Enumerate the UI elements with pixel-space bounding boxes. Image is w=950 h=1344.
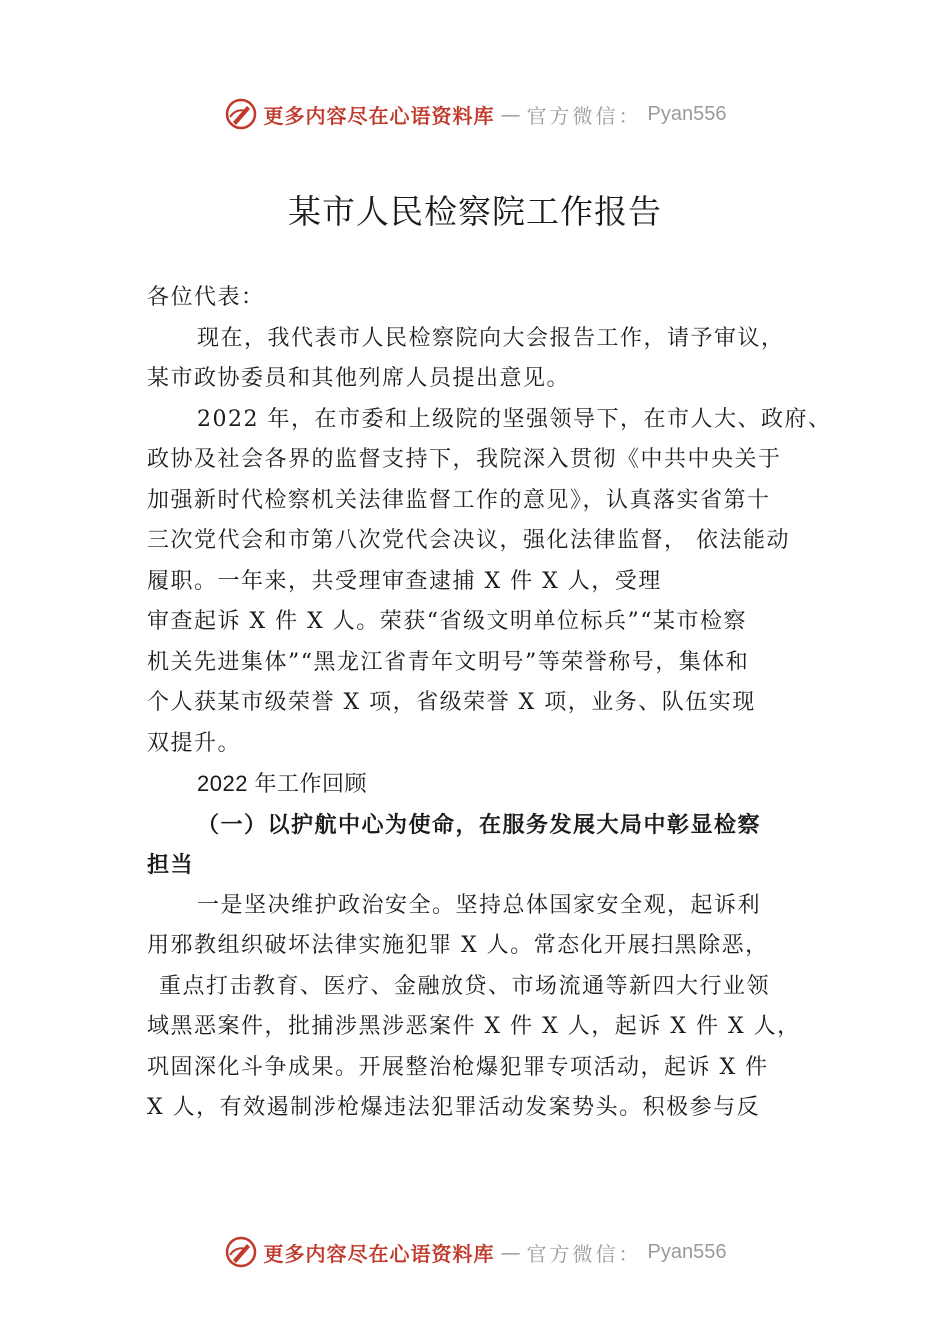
banner-brand-text: 更多内容尽在心语资料库 — [263, 103, 495, 128]
subsection-heading: （一）以护航中心为使命，在服务发展大局中彰显检察 — [197, 811, 762, 838]
banner-dash: — — [500, 102, 521, 126]
paragraph-line: 三次党代会和市第八次党代会决议，强化法律监督， 依法能动 — [147, 528, 790, 553]
banner-official-label: 官方微信： — [526, 103, 642, 128]
salutation: 各位代表： — [147, 285, 265, 310]
logo-icon — [224, 97, 258, 131]
paragraph-line: 现在，我代表市人民检察院向大会报告工作，请予审议， — [197, 325, 785, 351]
banner-dash: — — [500, 1240, 521, 1264]
paragraph-line: 机关先进集体”“黑龙江省青年文明号”等荣誉称号，集体和 — [147, 649, 750, 675]
paragraph-line: 用邪教组织破坏法律实施犯罪 X 人。常态化开展扫黑除恶， — [147, 933, 769, 958]
footer-banner — [0, 1232, 950, 1272]
logo-icon — [224, 1235, 258, 1269]
document-body — [147, 278, 847, 1129]
paragraph-line: 审查起诉 X 件 X 人。荣获“省级文明单位标兵”“某市检察 — [147, 609, 748, 634]
paragraph-line: 域黑恶案件，批捕涉黑涉恶案件 X 件 X 人，起诉 X 件 X 人， — [147, 1014, 801, 1039]
paragraph-line: 巩固深化斗争成果。开展整治枪爆犯罪专项活动，起诉 X 件 — [147, 1054, 769, 1080]
header-banner — [0, 94, 950, 134]
paragraph-line: 履职。一年来，共受理审查逮捕 X 件 X 人，受理 — [147, 568, 662, 594]
section-heading: 2022 年工作回顾 — [197, 771, 368, 796]
banner-wechat-id: Pyan556 — [647, 102, 727, 125]
paragraph-line: 个人获某市级荣誉 X 项，省级荣誉 X 项，业务、队伍实现 — [147, 690, 756, 715]
banner-official-label: 官方微信： — [526, 1241, 642, 1266]
paragraph-line: 一是坚决维护政治安全。坚持总体国家安全观，起诉利 — [197, 892, 762, 918]
paragraph-line: 双提升。 — [147, 730, 242, 756]
paragraph-line: 政协及社会各界的监督支持下，我院深入贯彻《中共中央关于 — [147, 447, 782, 472]
paragraph-line: 重点打击教育、医疗、金融放贷、市场流通等新四大行业领 — [159, 973, 771, 999]
subsection-heading-cont: 担当 — [147, 852, 195, 878]
banner-brand-text: 更多内容尽在心语资料库 — [263, 1241, 495, 1266]
document-title: 某市人民检察院工作报告 — [288, 192, 662, 231]
paragraph-line: 加强新时代检察机关法律监督工作的意见》，认真落实省第十 — [147, 487, 771, 513]
banner-wechat-id: Pyan556 — [647, 1240, 727, 1263]
paragraph-line: 2022 年，在市委和上级院的坚强领导下，在市人大、政府、 — [197, 406, 832, 432]
paragraph-line: 某市政协委员和其他列席人员提出意见。 — [147, 366, 571, 391]
paragraph-line: X 人，有效遏制涉枪爆违法犯罪活动发案势头。积极参与反 — [147, 1095, 761, 1120]
